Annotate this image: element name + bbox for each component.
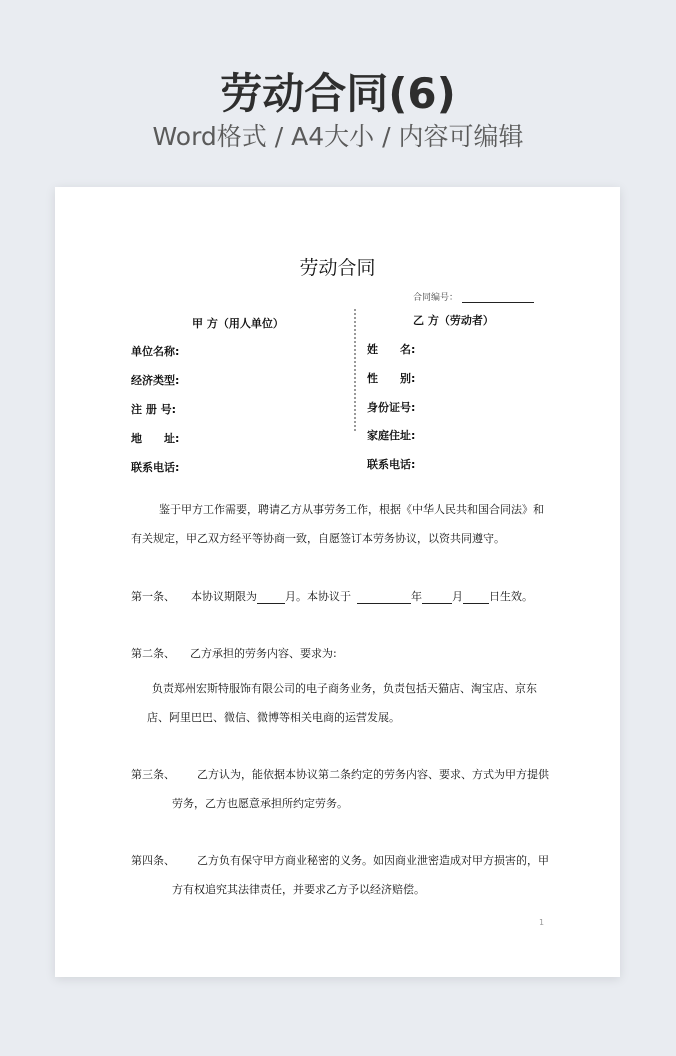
article-text: 乙方负有保守甲方商业秘密的义务。如因商业泄密造成对甲方损害的，甲 <box>197 854 549 867</box>
article-2-detail: 店、阿里巴巴、微信、微博等相关电商的运营发展。 <box>147 711 400 724</box>
month-blank[interactable] <box>422 592 452 604</box>
party-a-field: 联系电话: <box>131 461 180 474</box>
intro-line: 鉴于甲方工作需要，聘请乙方从事劳务工作，根据《中华人民共和国合同法》和 <box>159 503 544 516</box>
day-blank[interactable] <box>463 592 489 604</box>
party-a-field: 经济类型: <box>131 374 180 387</box>
document-page <box>55 187 620 977</box>
party-a-field: 单位名称: <box>131 345 180 358</box>
article-text: 月 <box>452 590 463 603</box>
year-blank[interactable] <box>357 592 411 604</box>
party-b-heading: 乙 方（劳动者） <box>413 314 494 327</box>
article-label: 第四条、 <box>131 854 175 867</box>
article-label: 第一条、 <box>131 590 175 603</box>
article-label: 第三条、 <box>131 768 175 781</box>
article-text: 年 <box>411 590 422 603</box>
party-b-field: 联系电话: <box>367 458 416 471</box>
article-2 <box>131 647 337 661</box>
party-b-field: 身份证号: <box>367 401 416 414</box>
article-3 <box>131 768 549 782</box>
article-4-continued: 方有权追究其法律责任，并要求乙方予以经济赔偿。 <box>172 883 425 896</box>
article-4 <box>131 854 549 868</box>
article-label: 第二条、 <box>131 647 175 660</box>
article-text: 乙方认为，能依据本协议第二条约定的劳务内容、要求、方式为甲方提供 <box>197 768 549 781</box>
article-text: 乙方承担的劳务内容、要求为: <box>190 647 337 660</box>
party-b-field: 家庭住址: <box>367 429 416 442</box>
article-3-continued: 劳务，乙方也愿意承担所约定劳务。 <box>172 797 348 810</box>
article-text: 本协议期限为 <box>191 590 257 603</box>
party-b-field: 姓 名: <box>367 343 416 356</box>
article-text: 月。本协议于 <box>285 590 351 603</box>
intro-line: 有关规定，甲乙双方经平等协商一致，自愿签订本劳务协议，以资共同遵守。 <box>131 532 505 545</box>
article-1 <box>131 590 533 604</box>
party-a-field: 注 册 号: <box>131 403 177 416</box>
banner-subtitle: Word格式 / A4大小 / 内容可编辑 <box>152 122 524 151</box>
contract-number <box>413 290 534 303</box>
document-title: 劳动合同 <box>299 257 376 279</box>
months-blank[interactable] <box>257 592 285 604</box>
party-a-field: 地 址: <box>131 432 180 445</box>
party-divider <box>354 309 356 431</box>
party-b-field: 性 别: <box>367 372 416 385</box>
article-2-detail: 负责郑州宏斯特服饰有限公司的电子商务业务，负责包括天猫店、淘宝店、京东 <box>152 682 537 695</box>
banner-title: 劳动合同(6) <box>220 69 456 118</box>
article-text: 日生效。 <box>489 590 533 603</box>
contract-number-blank[interactable] <box>462 293 534 303</box>
contract-number-label: 合同编号： <box>413 293 459 303</box>
page-number: 1 <box>539 918 545 927</box>
party-a-heading: 甲 方（用人单位） <box>192 317 284 330</box>
